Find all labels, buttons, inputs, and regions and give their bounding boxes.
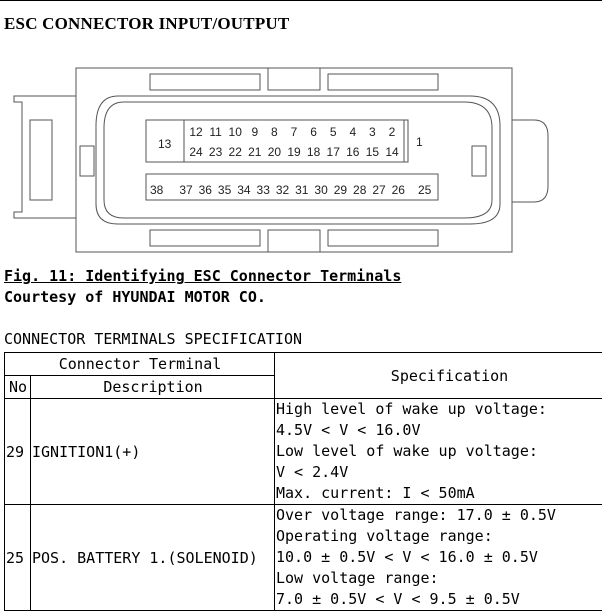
figure-courtesy: Courtesy of HYUNDAI MOTOR CO.	[4, 287, 401, 308]
pin-label: 8	[271, 125, 278, 139]
pin-label: 6	[310, 125, 317, 139]
spec-line: Max. current: I < 50mA	[276, 483, 602, 504]
figure-title: Fig. 11: Identifying ESC Connector Terminals	[4, 266, 401, 287]
spec-line: 7.0 ± 0.5V < V < 9.5 ± 0.5V	[276, 589, 602, 610]
pin-label: 19	[287, 145, 301, 159]
pin-label: 15	[366, 145, 380, 159]
terminal-spec	[275, 505, 602, 611]
pin-label: 3	[369, 125, 376, 139]
top-latch-center	[268, 68, 320, 90]
pin-label: 33	[257, 183, 271, 197]
spec-line: High level of wake up voltage:	[276, 399, 602, 420]
header-connector-terminal: Connector Terminal	[5, 353, 275, 376]
spec-line: 4.5V < V < 16.0V	[276, 420, 602, 441]
pin-label: 37	[179, 183, 193, 197]
section-heading: ESC CONNECTOR INPUT/OUTPUT	[4, 14, 289, 34]
pin-label: 10	[229, 125, 243, 139]
pin-label: 20	[268, 145, 282, 159]
terminal-description: IGNITION1(+)	[31, 399, 275, 505]
top-latch-right	[328, 74, 438, 90]
pin-label: 36	[199, 183, 213, 197]
bottom-latch-center	[268, 230, 320, 252]
pin-label: 16	[346, 145, 360, 159]
pin-label: 29	[334, 183, 348, 197]
connector-spec-table	[4, 352, 602, 611]
bottom-latch-left	[150, 230, 260, 246]
pin-label: 21	[248, 145, 262, 159]
top-latch-left	[150, 74, 260, 90]
right-key	[472, 146, 486, 176]
right-side-lock	[512, 120, 548, 202]
pin-label: 24	[189, 145, 203, 159]
spec-table-title: CONNECTOR TERMINALS SPECIFICATION	[4, 330, 302, 348]
pin-25-label: 25	[418, 183, 432, 197]
terminal-spec	[275, 399, 602, 505]
connector-inner-lip	[104, 102, 492, 218]
pin-13-label: 13	[158, 137, 172, 151]
pin-label: 32	[276, 183, 290, 197]
pin-label: 34	[237, 183, 251, 197]
table-row	[5, 399, 602, 505]
terminal-no: 25	[5, 505, 31, 611]
bottom-latch-right	[328, 230, 438, 246]
spec-line: 10.0 ± 0.5V < V < 16.0 ± 0.5V	[276, 547, 602, 568]
left-key	[80, 146, 94, 176]
pin-label: 2	[389, 125, 396, 139]
header-no: No	[5, 376, 31, 399]
pin-label: 7	[291, 125, 298, 139]
pin-label: 14	[385, 145, 399, 159]
pin-label: 31	[295, 183, 309, 197]
header-specification: Specification	[275, 353, 602, 399]
esc-connector-diagram	[0, 62, 560, 258]
spec-line: Operating voltage range:	[276, 526, 602, 547]
figure-caption	[4, 266, 401, 308]
spec-line: V < 2.4V	[276, 462, 602, 483]
pin-label: 26	[392, 183, 406, 197]
terminal-no: 29	[5, 399, 31, 505]
terminal-description: POS. BATTERY 1.(SOLENOID)	[31, 505, 275, 611]
pin-label: 17	[327, 145, 341, 159]
spec-line: Low level of wake up voltage:	[276, 441, 602, 462]
pin-label: 11	[209, 125, 222, 139]
header-description: Description	[31, 376, 275, 399]
pin-1-label: 1	[416, 135, 423, 149]
left-lock-tab	[30, 120, 52, 200]
pin-label: 22	[229, 145, 243, 159]
pin-label: 4	[349, 125, 356, 139]
pin-label: 28	[353, 183, 367, 197]
spec-line: Over voltage range: 17.0 ± 0.5V	[276, 505, 602, 526]
top-rule	[0, 0, 602, 1]
pin-label: 5	[330, 125, 337, 139]
pin-label: 9	[251, 125, 258, 139]
pin-label: 27	[372, 183, 386, 197]
pin-label: 35	[218, 183, 232, 197]
spec-line: Low voltage range:	[276, 568, 602, 589]
pin-label: 18	[307, 145, 321, 159]
connector-inner-body	[96, 96, 500, 224]
pin-label: 23	[209, 145, 223, 159]
pin-label: 12	[189, 125, 203, 139]
pin-38-label: 38	[150, 183, 164, 197]
table-row	[5, 505, 602, 611]
pin-label: 30	[314, 183, 328, 197]
